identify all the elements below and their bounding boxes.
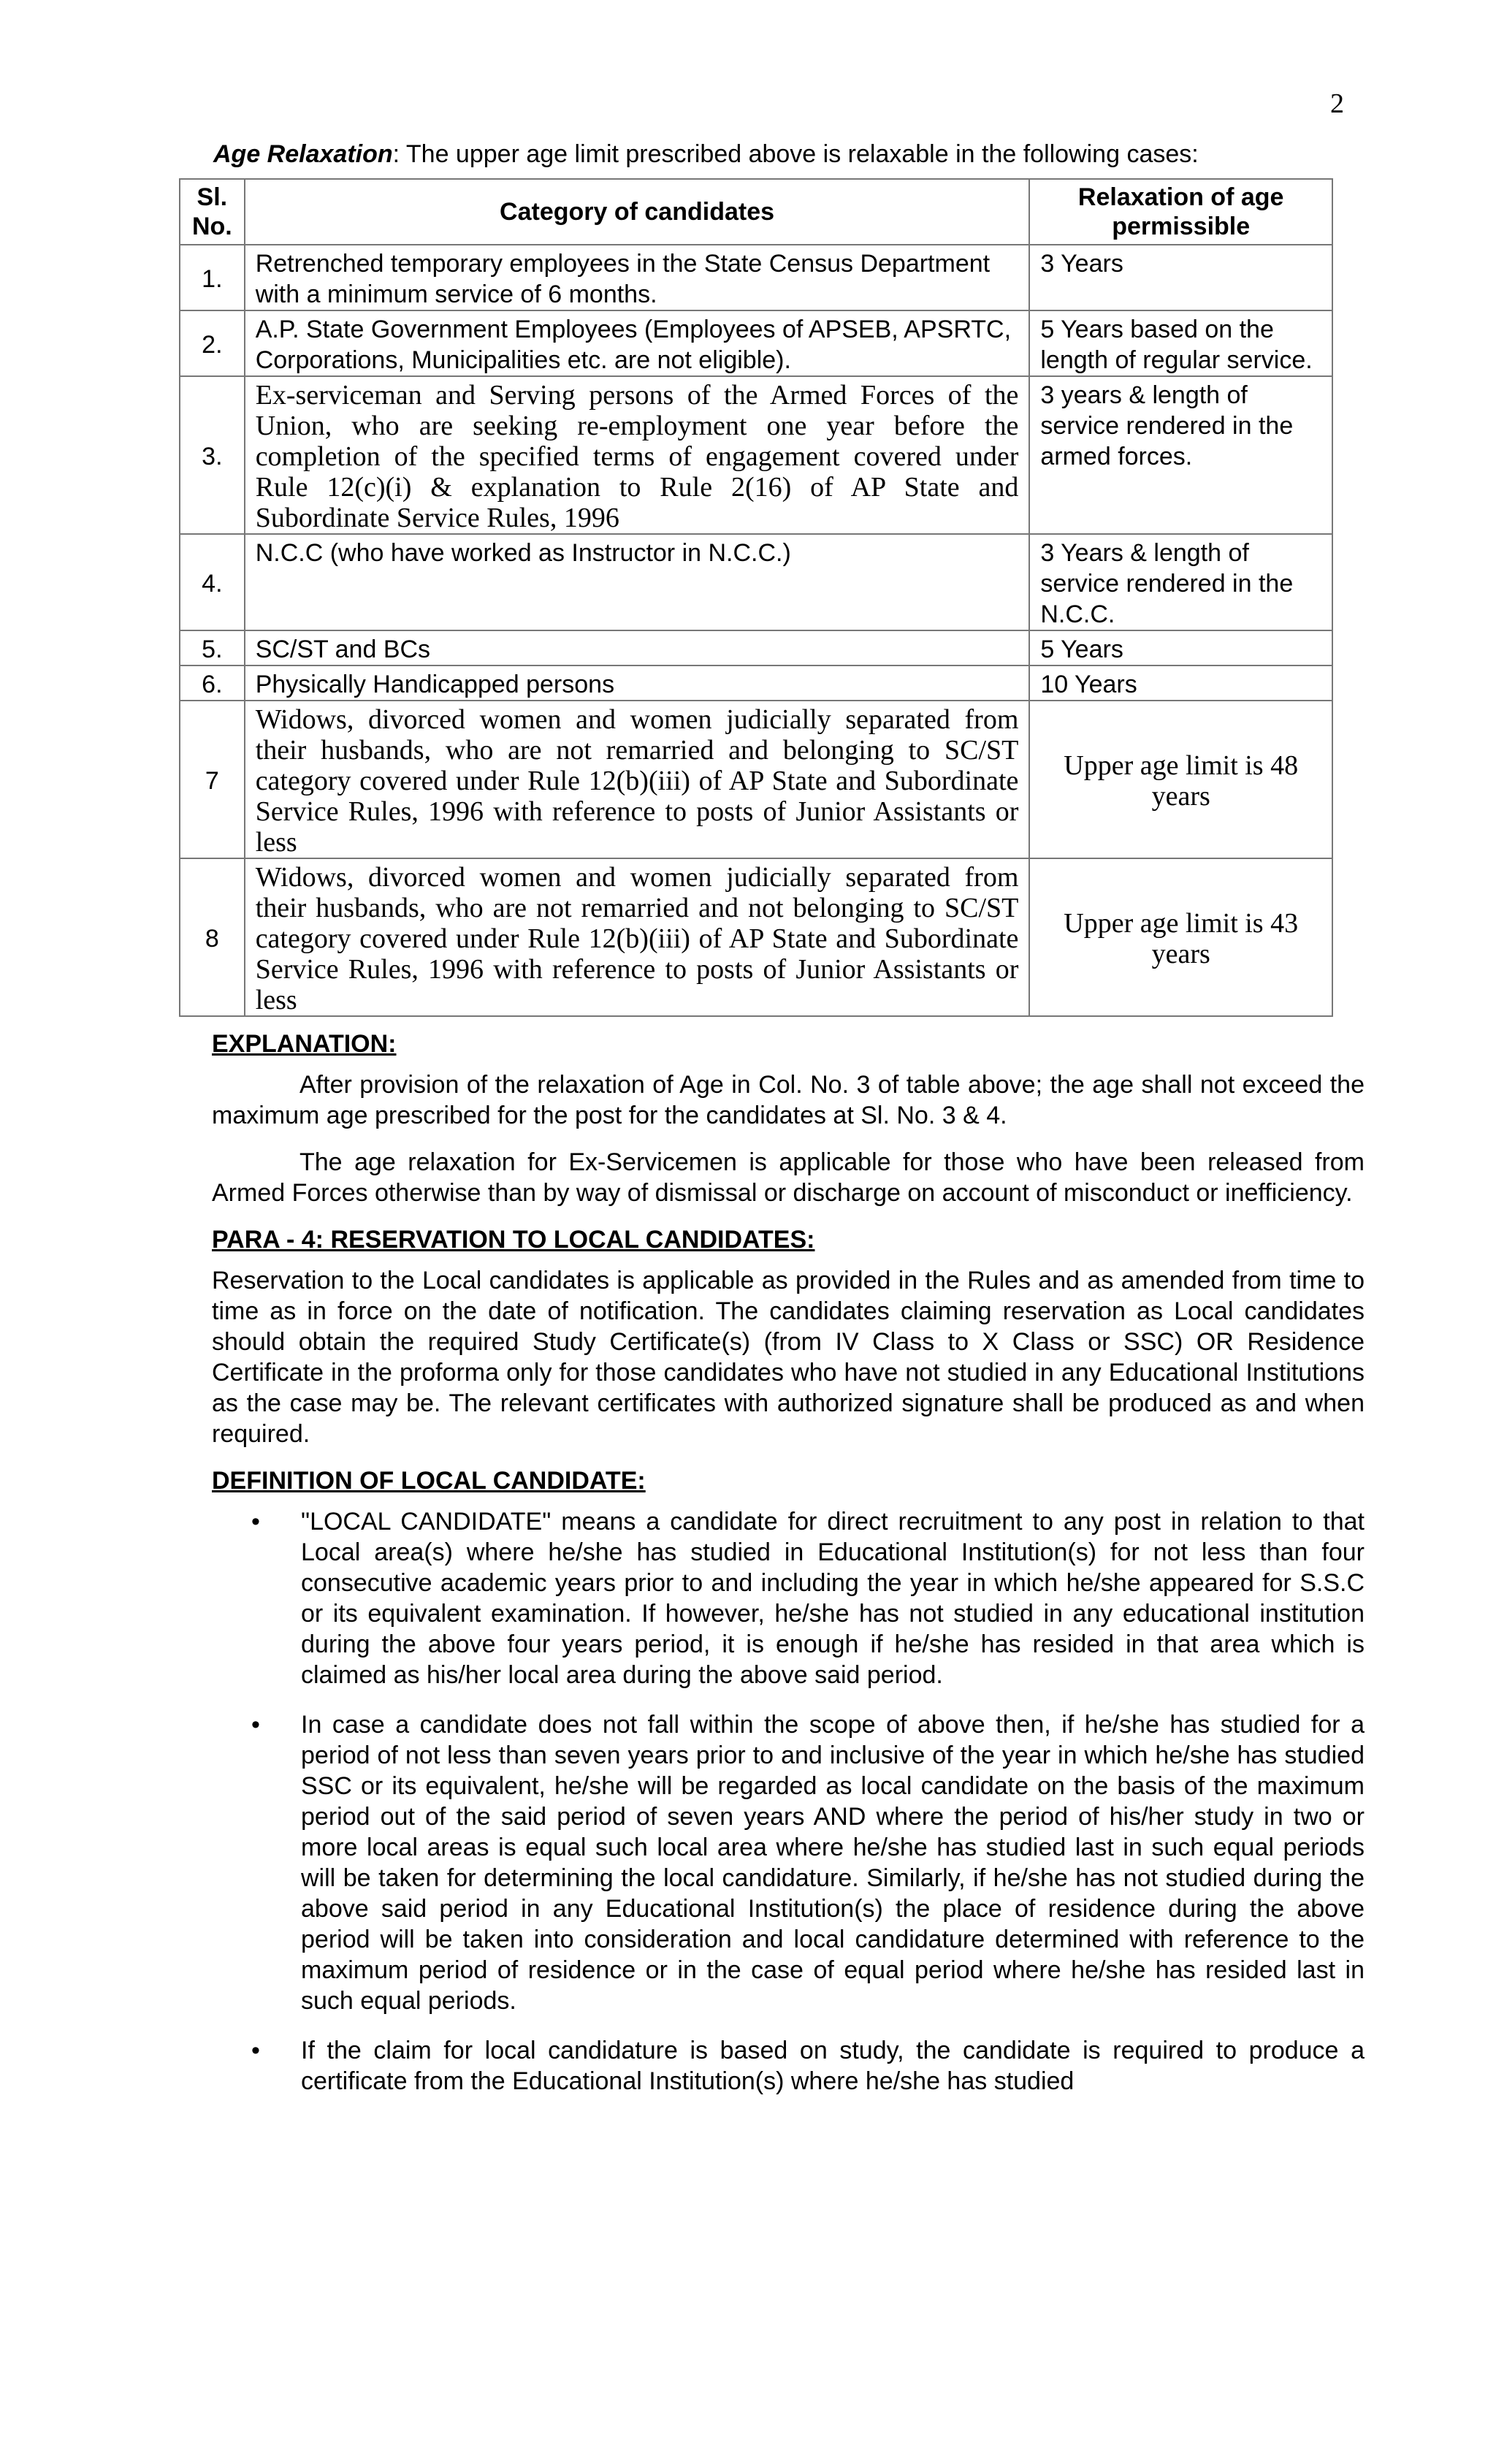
bullet-icon: • [251,1508,260,1536]
definition-heading: DEFINITION OF LOCAL CANDIDATE: [212,1467,646,1495]
row-number: 8 [180,858,245,1016]
table-row [180,534,1332,630]
table-row [180,665,1332,701]
para4-heading: PARA - 4: RESERVATION TO LOCAL CANDIDATES: [212,1226,815,1254]
row-category: Widows, divorced women and women judicially separated from their husbands, who are not remarried and belonging to SC/ST category covered under Rule 12(b)(iii) of AP State and Subordinate Service Rules, 1996 with reference to posts of Junior Assistants or less [245,701,1030,858]
page-number: 2 [1330,88,1344,119]
table-row [180,245,1332,310]
row-category: A.P. State Government Employees (Employees of APSEB, APSRTC, Corporations, Municipalities etc. are not eligible). [245,310,1030,376]
list-item-text: If the claim for local candidature is based on study, the candidate is required to produce a certificate from the Educational Institution(s) where he/she has studied [301,2037,1365,2095]
row-category: Ex-serviceman and Serving persons of the Armed Forces of the Union, who are seeking re-employment one year before the completion of the specified terms of engagement covered under Rule 12(c)(i) & explanation to Rule 2(16) of AP State and Subordinate Service Rules, 1996 [245,376,1030,534]
row-relaxation: 3 Years & length of service rendered in the N.C.C. [1029,534,1332,630]
row-category: SC/ST and BCs [245,630,1030,665]
definition-list [212,1506,1365,2097]
table-row [180,310,1332,376]
row-relaxation: 3 years & length of service rendered in the armed forces. [1029,376,1332,534]
table-header-row [180,179,1332,245]
row-number: 4. [180,534,245,630]
header-relaxation: Relaxation of age permissible [1029,179,1332,245]
row-number: 3. [180,376,245,534]
row-number: 1. [180,245,245,310]
row-relaxation: 10 Years [1029,665,1332,701]
row-relaxation: 3 Years [1029,245,1332,310]
row-number: 5. [180,630,245,665]
bullet-icon: • [251,2037,260,2064]
table-row [180,376,1332,534]
bullet-icon: • [251,1711,260,1739]
para4-paragraph: Reservation to the Local candidates is applicable as provided in the Rules and as amended from time to time as in force on the date of notification. The candidates claiming reservation as Local candidates should obtain the required Study Certificate(s) (from IV Class to X Class or SSC) OR Residence Certificate in the proforma only for those candidates who have not studied in any Educational Institutions as the case may be. The relevant certificates with authorized signature shall be produced as and when required. [212,1267,1365,1448]
explanation-heading: EXPLANATION: [212,1030,397,1058]
table-row [180,701,1332,858]
row-relaxation: Upper age limit is 43 years [1029,858,1332,1016]
list-item [251,1709,1365,2016]
age-relaxation-label: Age Relaxation [213,140,393,168]
row-category: Physically Handicapped persons [245,665,1030,701]
list-item-text: In case a candidate does not fall within the scope of above then, if he/she has studied for a period of not less than seven years prior to and inclusive of the year in which he/she has studied SSC or its equivalent, he/she will be regarded as local candidate on the basis of the maximum period out of the said period of seven years AND where the period of his/her study in two or more local areas is equal such local area where he/she has studied last in such equal periods will be taken for determining the local candidature. Similarly, if he/she has not studied during the above said period in any Educational Institution(s) the place of residence during the above period will be taken into consideration and local candidature determined with reference to the maximum period of residence or in the case of equal period where he/she has resided last in such equal periods. [301,1711,1365,2015]
row-category: N.C.C (who have worked as Instructor in N.C.C.) [245,534,1030,630]
document-body [191,139,1365,2116]
row-category: Widows, divorced women and women judicially separated from their husbands, who are not remarried and not belonging to SC/ST category covered under Rule 12(b)(iii) of AP State and Subordinate Service Rules, 1996 with reference to posts of Junior Assistants or less [245,858,1030,1016]
row-category: Retrenched temporary employees in the State Census Department with a minimum service of 6 months. [245,245,1030,310]
explanation-paragraph: After provision of the relaxation of Age in Col. No. 3 of table above; the age shall not exceed the maximum age prescribed for the post for the candidates at Sl. No. 3 & 4. [212,1071,1365,1129]
age-relaxation-intro [213,139,1365,169]
table-row [180,858,1332,1016]
age-relaxation-text: : The upper age limit prescribed above is relaxable in the following cases: [392,140,1199,168]
row-relaxation: 5 Years [1029,630,1332,665]
row-number: 2. [180,310,245,376]
header-sl-no: Sl. No. [180,179,245,245]
row-relaxation: Upper age limit is 48 years [1029,701,1332,858]
explanation-paragraph: The age relaxation for Ex-Servicemen is applicable for those who have been released from Armed Forces otherwise than by way of dismissal or discharge on account of misconduct or inefficiency. [212,1148,1365,1207]
row-number: 7 [180,701,245,858]
row-relaxation: 5 Years based on the length of regular service. [1029,310,1332,376]
list-item-text: "LOCAL CANDIDATE" means a candidate for direct recruitment to any post in relation to that Local area(s) where he/she has studied in Educational Institution(s) for not less than four consecutive academic years prior to and including the year in which he/she appeared for S.S.C or its equivalent examination. If however, he/she has not studied in any educational institution during the above four years period, it is enough if he/she has resided in that area which is claimed as his/her local area during the above said period. [301,1508,1365,1689]
header-category: Category of candidates [245,179,1030,245]
list-item [251,1506,1365,1690]
age-relaxation-table [179,178,1333,1017]
table-row [180,630,1332,665]
list-item [251,2035,1365,2097]
row-number: 6. [180,665,245,701]
